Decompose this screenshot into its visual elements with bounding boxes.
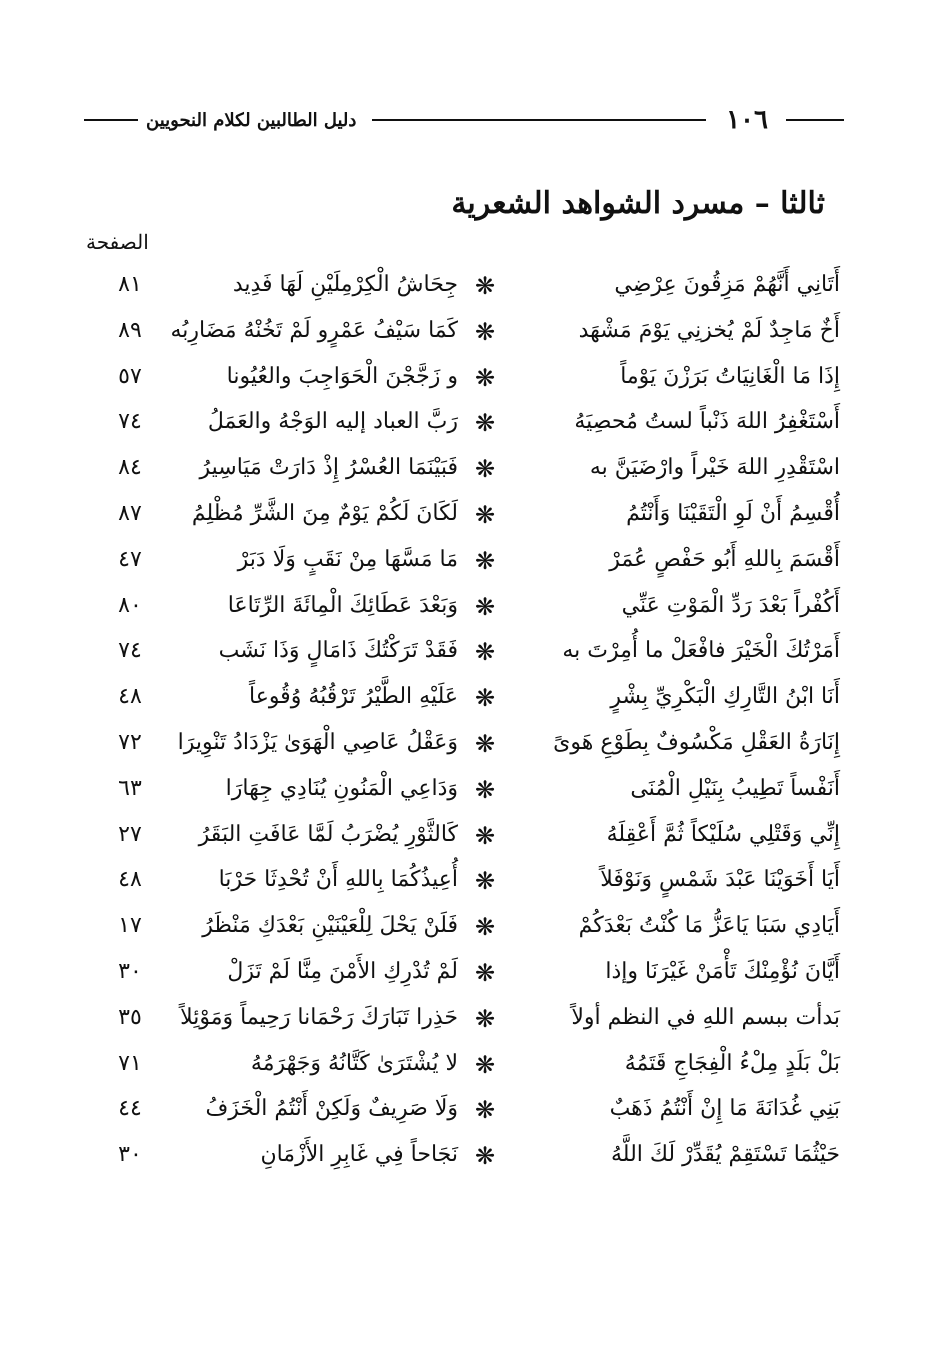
- verse-row: [80, 999, 840, 1045]
- verse-row: [80, 1090, 840, 1136]
- page-reference: ٥٧: [118, 363, 142, 389]
- page-reference: ٢٧: [118, 821, 142, 847]
- page-column-label: الصفحة: [86, 230, 149, 254]
- page-reference: ٣٠: [118, 958, 142, 984]
- page-reference: ٤٨: [118, 867, 142, 893]
- first-hemistich: أَمَرْتُكَ الْخَيْرَ فافْعَلْ ما أُمِرْتَ به: [562, 638, 840, 664]
- page-reference: ٨٠: [118, 592, 142, 618]
- separator-star: ❋: [474, 546, 496, 575]
- second-hemistich: وَعَقْلُ عَاصِي الْهَوَىٰ يَزْدَادُ تَنْوِيرَا: [177, 729, 458, 755]
- first-hemistich: أَنَا ابْنُ التَّارِكِ الْبَكْرِيِّ بِشْرٍ: [610, 684, 840, 710]
- first-hemistich: حَيْثُمَا تَسْتَقِمْ يُقَدِّرْ لَكَ اللَّهُ: [611, 1142, 840, 1168]
- verse-row: [80, 632, 840, 678]
- book-title: دليل الطالبين لكلام النحويين: [146, 109, 357, 131]
- verse-row: [80, 358, 840, 404]
- first-hemistich: أَيَّانَ نُؤْمِنْكَ تَأْمَنْ غَيْرَنَا وإذا: [605, 958, 840, 984]
- page-reference: ٣٠: [118, 1142, 142, 1168]
- first-hemistich: إِنَارَةُ العَقْلِ مَكْسُوفٌ بِطَوْعِ هَوىً: [553, 729, 840, 755]
- page-reference: ٨٧: [118, 500, 142, 526]
- first-hemistich: أَتَانِي أَنَّهُمْ مَزِقُونَ عِرْضِي: [614, 272, 840, 297]
- second-hemistich: رَبَّ العباد إليه الوَجْهُ والعَمَلُ: [207, 409, 458, 435]
- second-hemistich: لَمْ تُدْرِكِ الأَمْنَ مِنَّا لَمْ تَزَلْ: [227, 958, 458, 984]
- separator-star: ❋: [474, 500, 496, 529]
- verse-row: [80, 861, 840, 907]
- page-number: ١٠٦: [726, 105, 768, 135]
- first-hemistich: أَخٌ مَاجِدٌ لَمْ يُخزنِي يَوْمَ مَشْهَد: [578, 317, 840, 343]
- verse-row: [80, 724, 840, 770]
- second-hemistich: لَكَانَ لَكُمْ يَوْمٌ مِنَ الشَّرِّ مُظْلِمُ: [191, 500, 458, 526]
- page-reference: ٨٤: [118, 455, 142, 481]
- verse-row: [80, 312, 840, 358]
- second-hemistich: أُعِيذُكُمَا بِاللهِ أَنْ تُحْدِثَا حَرْبَا: [218, 867, 458, 893]
- verse-row: [80, 816, 840, 862]
- first-hemistich: أَقْسَمَ بِاللهِ أَبُو حَفْصٍ عُمَرْ: [609, 546, 840, 572]
- page-reference: ١٧: [118, 913, 142, 939]
- page-reference: ٤٨: [118, 684, 142, 710]
- separator-star: ❋: [474, 455, 496, 484]
- second-hemistich: فَقَدْ تَرَكْتُكَ ذَامَالٍ وَذَا نَشَب: [218, 638, 458, 664]
- separator-star: ❋: [474, 363, 496, 392]
- separator-star: ❋: [474, 913, 496, 942]
- separator-star: ❋: [474, 684, 496, 713]
- second-hemistich: فَبَيْنَمَا العُسْرُ إِذْ دَارَتْ مَيَاسِيرُ: [199, 455, 458, 481]
- page-reference: ٧٤: [118, 638, 142, 664]
- second-hemistich: كَالثَّوْرِ يُضْرَبُ لَمَّا عَافَتِ البَقَرُ: [198, 821, 458, 847]
- verse-row: [80, 953, 840, 999]
- first-hemistich: إِنِّي وَقَتْلِي سُلَيْكاً ثُمَّ أَعْقِلَهُ: [606, 821, 840, 847]
- separator-star: ❋: [474, 1096, 496, 1125]
- page-reference: ٧٤: [118, 409, 142, 435]
- second-hemistich: لا يُشْتَرَىٰ كَتَّانُهُ وَجَهْرَمُهُ: [250, 1050, 458, 1076]
- verse-row: [80, 541, 840, 587]
- section-title: ثالثا – مسرد الشواهد الشعرية: [451, 186, 825, 221]
- separator-star: ❋: [474, 821, 496, 850]
- verse-row: [80, 587, 840, 633]
- page-reference: ٨٩: [118, 317, 142, 343]
- second-hemistich: مَا مَسَّهَا مِنْ نَقَبٍ وَلَا دَبَرْ: [237, 546, 458, 572]
- verse-row: [80, 1136, 840, 1182]
- verse-index-list: [80, 266, 840, 1182]
- first-hemistich: اسْتَقْدِرِ اللهَ خَيْراً وارْضَيَنَّ به: [589, 455, 840, 481]
- first-hemistich: أَيَا أَخَوَيْنَا عَبْدَ شَمْسٍ وَنَوْفَلاً: [600, 867, 840, 893]
- page-reference: ٧٢: [118, 729, 142, 755]
- verse-row: [80, 449, 840, 495]
- running-header: [84, 102, 844, 138]
- separator-star: ❋: [474, 1004, 496, 1033]
- second-hemistich: عَلَيْهِ الطَّيْرُ تَرْقُبُهُ وُقُوعاً: [248, 684, 458, 710]
- separator-star: ❋: [474, 867, 496, 896]
- page-reference: ٣٥: [118, 1004, 142, 1030]
- separator-star: ❋: [474, 409, 496, 438]
- separator-star: ❋: [474, 775, 496, 804]
- separator-star: ❋: [474, 1142, 496, 1171]
- verse-row: [80, 266, 840, 312]
- page-reference: ٧١: [118, 1050, 142, 1076]
- separator-star: ❋: [474, 272, 496, 300]
- separator-star: ❋: [474, 638, 496, 667]
- first-hemistich: أَيَادِي سَبَا يَاعَزُّ مَا كُنْتُ بَعْدَكُمْ: [578, 913, 840, 939]
- page-reference: ٤٧: [118, 546, 142, 572]
- header-rule: [84, 119, 138, 121]
- second-hemistich: و زَجَّجْنَ الْحَوَاجِبَ والعُيُونا: [226, 363, 458, 389]
- second-hemistich: وَدَاعِي الْمَنُونِ يُنَادِي جِهَارَا: [225, 775, 458, 801]
- first-hemistich: أَكُفْراً بَعْدَ رَدِّ الْمَوْتِ عَنِّي: [621, 592, 840, 618]
- first-hemistich: إِذَا مَا الْغَانِيَاتُ بَرَزْنَ يَوْماً: [620, 363, 840, 389]
- verse-row: [80, 907, 840, 953]
- first-hemistich: أَنَفْساً تَطِيبُ بِنَيْلِ الْمُنَى: [630, 775, 840, 801]
- second-hemistich: وَلَا صَرِيفٌ وَلَكِنْ أَنْتُمُ الْخَزَفُ: [205, 1096, 458, 1122]
- first-hemistich: بَنِي غُدَانَةَ مَا إِنْ أَنْتُمُ ذَهَبٌ: [609, 1096, 840, 1122]
- page-reference: ٨١: [118, 272, 142, 297]
- first-hemistich: بَدأت ببسم اللهِ في النظم أولاً: [571, 1004, 840, 1030]
- separator-star: ❋: [474, 317, 496, 346]
- second-hemistich: جِحَاشُ الْكِرْمِلَيْنِ لَهَا فَدِيد: [232, 272, 458, 297]
- first-hemistich: أَسْتَغْفِرُ اللهَ ذَنْباً لستُ مُحصِيَهُ: [574, 409, 840, 435]
- header-rule: [372, 119, 706, 121]
- second-hemistich: نَجَاحاً فِي غَابِرِ الأَزْمَانِ: [260, 1142, 458, 1168]
- first-hemistich: أُقْسِمُ أَنْ لَوِ الْتَقَيْنَا وَأَنْتُمُ: [626, 500, 840, 526]
- separator-star: ❋: [474, 592, 496, 621]
- verse-row: [80, 495, 840, 541]
- verse-row: [80, 678, 840, 724]
- page-reference: ٦٣: [118, 775, 142, 801]
- separator-star: ❋: [474, 729, 496, 758]
- verse-row: [80, 403, 840, 449]
- second-hemistich: كَمَا سَيْفُ عَمْرٍو لَمْ تَخُنْهُ مَضَارِبُه: [170, 317, 458, 343]
- verse-row: [80, 1045, 840, 1091]
- separator-star: ❋: [474, 958, 496, 987]
- second-hemistich: حَذِرا تَبَارَكَ رَحْمَانا رَحِيماً وَمَوْئِلاً: [180, 1004, 458, 1030]
- second-hemistich: وَبَعْدَ عَطَائِكَ الْمِائَةَ الرِّتَاعَا: [227, 592, 458, 618]
- first-hemistich: بَلْ بَلَدٍ مِلْءُ الْفِجَاجِ قَتَمُهُ: [624, 1050, 840, 1076]
- verse-row: [80, 770, 840, 816]
- separator-star: ❋: [474, 1050, 496, 1079]
- second-hemistich: فَلَنْ يَحْلَ لِلْعَيْنَيْنِ بَعْدَكِ مَنْظَرُ: [202, 913, 458, 939]
- page-reference: ٤٤: [118, 1096, 142, 1122]
- header-rule: [786, 119, 844, 121]
